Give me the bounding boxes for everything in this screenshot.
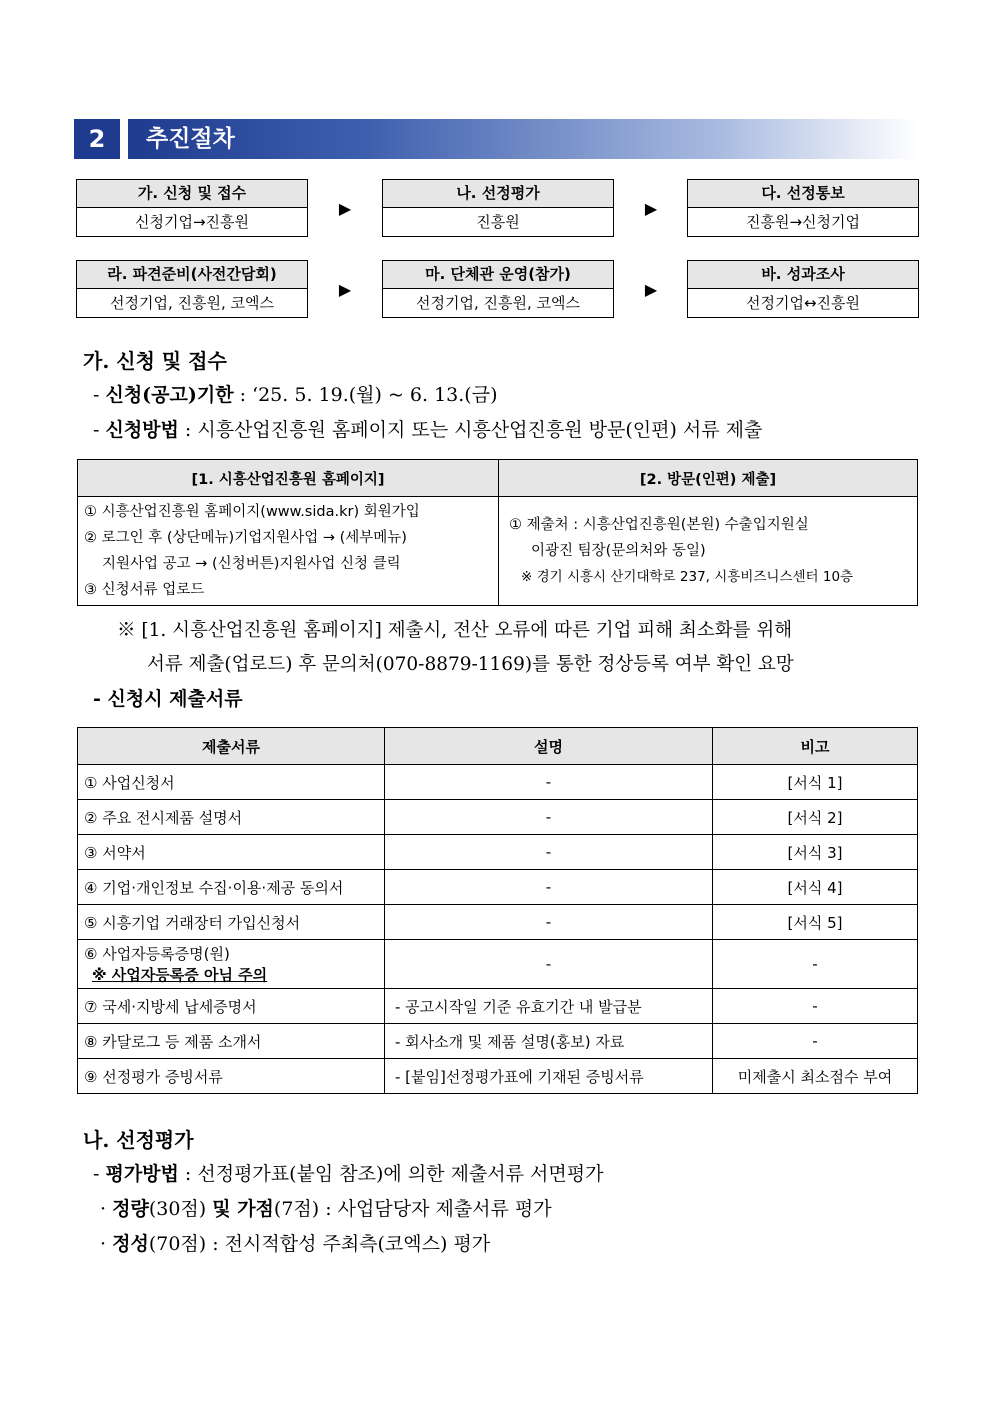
doc-note: 미제출시 최소점수 부여 bbox=[713, 1059, 918, 1094]
doc-name: ⑦ 국세·지방세 납세증명서 bbox=[78, 989, 385, 1024]
note-line-2: 서류 제출(업로드) 후 문의처(070-8879-1169)를 통한 정상등록 여부 확인 요망 bbox=[147, 654, 794, 675]
evaluation-heading: 나. 선정평가 bbox=[83, 1128, 194, 1152]
evaluation-item-1 bbox=[100, 1194, 552, 1221]
doc-note: [서식 5] bbox=[713, 905, 918, 940]
method-visit-address: ※ 경기 시흥시 산기대학로 237, 시흥비즈니스센터 10층 bbox=[521, 569, 854, 585]
flow-step-sub: 진흥원 bbox=[476, 213, 520, 231]
dash: - bbox=[93, 419, 106, 441]
flow-step-title: 라. 파견준비(사전간담회) bbox=[77, 261, 307, 289]
table-row bbox=[78, 940, 918, 989]
table-row bbox=[78, 1059, 918, 1094]
item2-label: 정성 bbox=[112, 1233, 149, 1255]
section-title: 추진절차 bbox=[146, 126, 235, 152]
method-web-step: 지원사업 공고 → (신청버튼)지원사업 신청 클릭 bbox=[102, 556, 401, 572]
table-row bbox=[78, 1024, 918, 1059]
doc-note: [서식 2] bbox=[713, 800, 918, 835]
doc-desc: - bbox=[385, 835, 713, 870]
doc-name: ⑥ 사업자등록증명(원) bbox=[84, 945, 230, 963]
application-heading: 가. 신청 및 접수 bbox=[83, 349, 227, 373]
flow-arrow: ▶ bbox=[338, 280, 352, 299]
bullet: · bbox=[100, 1233, 113, 1255]
flow-step-sub: 신청기업→진흥원 bbox=[135, 213, 249, 231]
flow-step-3 bbox=[687, 179, 919, 237]
table-row bbox=[78, 870, 918, 905]
doc-name-note: ※ 사업자등록증 아님 주의 bbox=[92, 966, 268, 984]
documents-table bbox=[77, 727, 918, 1094]
flow-step-sub: 진흥원→신청기업 bbox=[746, 213, 860, 231]
flow-step-title: 마. 단체관 운영(참가) bbox=[383, 261, 613, 289]
doc-note: - bbox=[713, 989, 918, 1024]
flow-step-title: 나. 선정평가 bbox=[383, 180, 613, 208]
period-line bbox=[93, 380, 497, 407]
doc-name: ④ 기업·개인정보 수집·이용·제공 동의서 bbox=[78, 870, 385, 905]
doc-desc: - 공고시작일 기준 유효기간 내 발급분 bbox=[385, 989, 713, 1024]
method-label: 신청방법 bbox=[105, 419, 179, 441]
docs-header-desc: 설명 bbox=[385, 728, 713, 765]
method-visit-line: ① 제출처 : 시흥산업진흥원(본원) 수출입지원실 bbox=[509, 517, 809, 533]
evaluation-method-line bbox=[93, 1159, 603, 1186]
item1-label-b: 및 가점 bbox=[212, 1198, 274, 1220]
method-value: : 시흥산업진흥원 홈페이지 또는 시흥산업진흥원 방문(인편) 서류 제출 bbox=[178, 419, 763, 441]
doc-name-cell bbox=[78, 940, 385, 989]
section-title-bar bbox=[128, 119, 918, 159]
flow-step-5 bbox=[382, 260, 614, 318]
method-web-step: ③ 신청서류 업로드 bbox=[84, 582, 205, 598]
dash: - bbox=[93, 1163, 106, 1185]
doc-note: [서식 3] bbox=[713, 835, 918, 870]
docs-header-name: 제출서류 bbox=[78, 728, 385, 765]
flow-step-title: 바. 성과조사 bbox=[688, 261, 918, 289]
doc-note: - bbox=[713, 1024, 918, 1059]
doc-name: ⑨ 선정평가 증빙서류 bbox=[78, 1059, 385, 1094]
item2-value: (70점) : 전시적합성 주최측(코엑스) 평가 bbox=[148, 1233, 491, 1255]
evaluation-item-2 bbox=[100, 1229, 490, 1256]
method-web-step: ① 시흥산업진흥원 홈페이지(www.sida.kr) 회원가입 bbox=[84, 504, 420, 520]
doc-name: ③ 서약서 bbox=[78, 835, 385, 870]
period-label: 신청(공고)기한 bbox=[105, 384, 234, 406]
method-line bbox=[93, 415, 762, 442]
doc-name: ⑧ 카달로그 등 제품 소개서 bbox=[78, 1024, 385, 1059]
flow-step-title: 가. 신청 및 접수 bbox=[77, 180, 307, 208]
bullet: · bbox=[100, 1198, 113, 1220]
doc-desc: - bbox=[385, 765, 713, 800]
flow-arrow: ▶ bbox=[338, 199, 352, 218]
evaluation-method-value: : 선정평가표(붙임 참조)에 의한 제출서류 서면평가 bbox=[178, 1163, 604, 1185]
doc-name: ② 주요 전시제품 설명서 bbox=[78, 800, 385, 835]
doc-desc: - bbox=[385, 940, 713, 989]
flow-step-1 bbox=[76, 179, 308, 237]
item1-label-a: 정량 bbox=[112, 1198, 149, 1220]
period-value: : ‘25. 5. 19.(월) ~ 6. 13.(금) bbox=[233, 384, 498, 406]
flow-step-sub: 선정기업, 진흥원, 코엑스 bbox=[416, 294, 580, 312]
doc-name: ① 사업신청서 bbox=[78, 765, 385, 800]
method-header-web: [1. 시흥산업진흥원 홈페이지] bbox=[78, 460, 499, 497]
evaluation-method-label: 평가방법 bbox=[105, 1163, 179, 1185]
doc-name: ⑤ 시흥기업 거래장터 가입신청서 bbox=[78, 905, 385, 940]
table-row bbox=[78, 989, 918, 1024]
method-header-visit: [2. 방문(인편) 제출] bbox=[499, 460, 918, 497]
method-web-cell bbox=[78, 497, 499, 606]
flow-step-6 bbox=[687, 260, 919, 318]
flow-step-2 bbox=[382, 179, 614, 237]
table-row bbox=[78, 765, 918, 800]
doc-desc: - bbox=[385, 870, 713, 905]
doc-note: - bbox=[713, 940, 918, 989]
table-row bbox=[78, 800, 918, 835]
doc-note: [서식 1] bbox=[713, 765, 918, 800]
docs-heading: - 신청시 제출서류 bbox=[93, 688, 243, 710]
doc-desc: - bbox=[385, 800, 713, 835]
dash: - bbox=[93, 384, 106, 406]
item1-mid: (30점) bbox=[148, 1198, 213, 1220]
doc-desc: - bbox=[385, 905, 713, 940]
flow-step-sub: 선정기업, 진흥원, 코엑스 bbox=[110, 294, 274, 312]
item1-value: (7점) : 사업담당자 제출서류 평가 bbox=[273, 1198, 552, 1220]
method-table bbox=[77, 459, 918, 606]
doc-note: [서식 4] bbox=[713, 870, 918, 905]
flow-step-title: 다. 선정통보 bbox=[688, 180, 918, 208]
doc-desc: - [붙임]선정평가표에 기재된 증빙서류 bbox=[385, 1059, 713, 1094]
flow-step-sub: 선정기업↔진흥원 bbox=[746, 294, 860, 312]
note-line-1: ※ [1. 시흥산업진흥원 홈페이지] 제출시, 전산 오류에 따른 기업 피해 최소화를 위해 bbox=[117, 620, 793, 641]
table-row bbox=[78, 905, 918, 940]
table-row bbox=[78, 835, 918, 870]
method-visit-cell bbox=[499, 497, 918, 606]
docs-header-note: 비고 bbox=[713, 728, 918, 765]
method-web-step: ② 로그인 후 (상단메뉴)기업지원사업 → (세부메뉴) bbox=[84, 530, 407, 546]
doc-desc: - 회사소개 및 제품 설명(홍보) 자료 bbox=[385, 1024, 713, 1059]
flow-arrow: ▶ bbox=[644, 199, 658, 218]
method-visit-line: 이광진 팀장(문의처와 동일) bbox=[531, 543, 706, 559]
section-number: 2 bbox=[74, 119, 120, 159]
flow-arrow: ▶ bbox=[644, 280, 658, 299]
flow-step-4 bbox=[76, 260, 308, 318]
